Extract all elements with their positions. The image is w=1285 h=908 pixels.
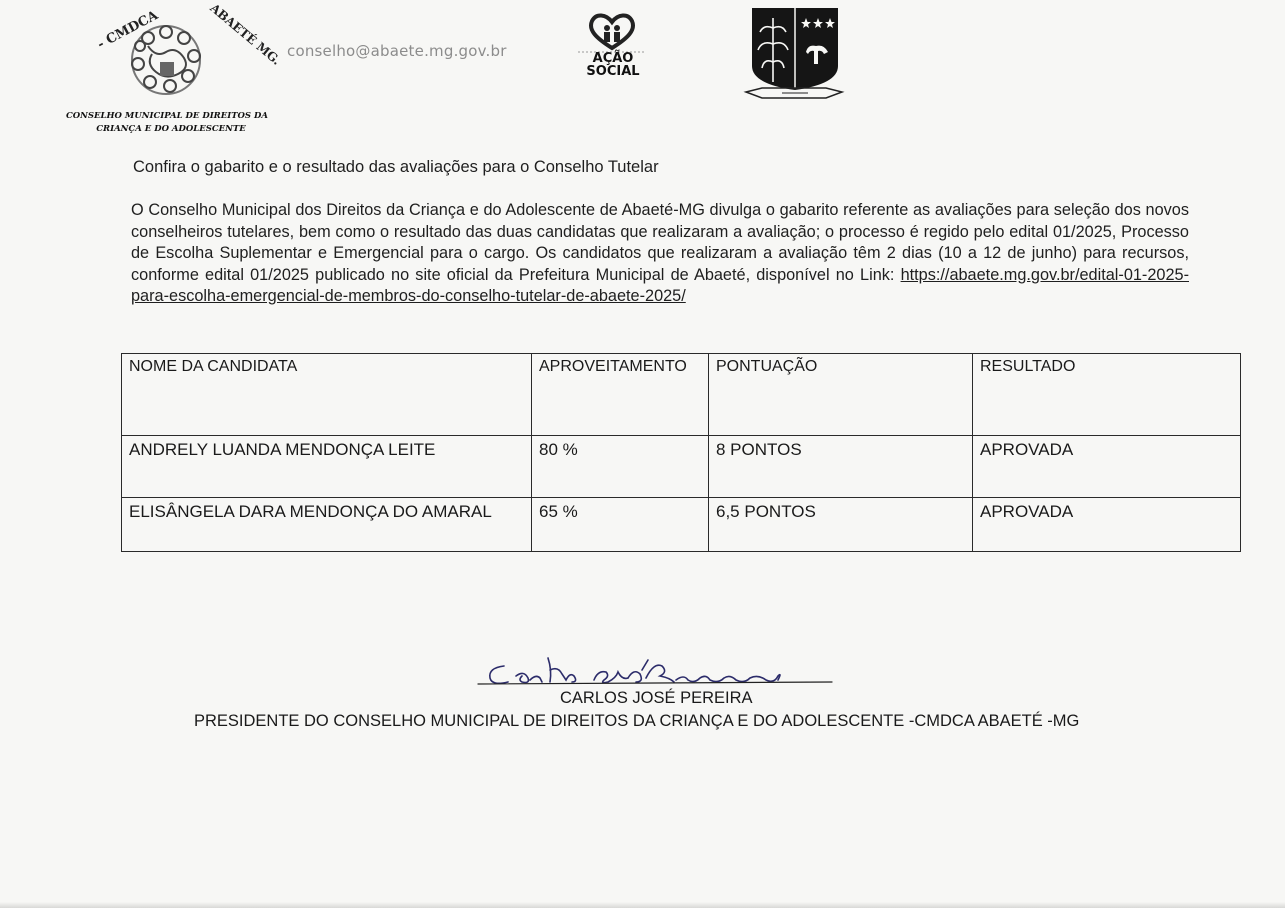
candidate-points: 8 PONTOS	[709, 436, 973, 498]
scan-edge	[0, 902, 1285, 908]
candidate-result: APROVADA	[973, 498, 1241, 552]
org-caption	[56, 110, 278, 136]
header-cell-points: PONTUAÇÃO	[709, 354, 973, 436]
announcement-paragraph	[131, 200, 1189, 308]
header-cell-result: RESULTADO	[973, 354, 1241, 436]
svg-text:- CMDCA: - CMDCA	[95, 8, 161, 53]
results-table	[121, 353, 1241, 552]
table-row	[122, 498, 1241, 552]
announcement-text: O Conselho Municipal dos Direitos da Criança e do Adolescente de Abaeté-MG divulga o gabarito referente as avaliações para seleção dos novos conselheiros tutelares, bem como o resultado das duas candidatas que realizaram a avaliação; o processo é regido pelo edital 01/2025, Processo de Escolha Suplementar e Emergencial para o cargo. Os candidatos que realizaram a avaliação têm 2 dias (10 a 12 de junho) para recursos, conforme edital 01/2025 publicado no site oficial da Prefeitura Municipal de Abaeté, disponível no Link:	[131, 201, 1189, 284]
candidate-points: 6,5 PONTOS	[709, 498, 973, 552]
page-heading: Confira o gabarito e o resultado das avaliações para o Conselho Tutelar	[133, 158, 659, 176]
edital-link[interactable]: https://abaete.mg.gov.br/edital-01-2025-para-escolha-emergencial-de-membros-do-conselho-tutelar-de-abaete-2025/	[131, 265, 1189, 305]
svg-text:ABAETÉ MG.: ABAETÉ MG.	[207, 0, 284, 68]
table-header-row	[122, 354, 1241, 436]
candidate-result: APROVADA	[973, 436, 1241, 498]
org-caption-line1: CONSELHO MUNICIPAL DE DIREITOS DA	[65, 111, 268, 121]
candidate-percent: 65 %	[532, 498, 709, 552]
signer-name: CARLOS JOSÉ PEREIRA	[560, 689, 753, 707]
org-caption-line2: CRIANÇA E DO ADOLESCENTE	[96, 124, 246, 134]
table-row	[122, 436, 1241, 498]
candidate-percent: 80 %	[532, 436, 709, 498]
candidate-name: ELISÂNGELA DARA MENDONÇA DO AMARAL	[122, 498, 532, 552]
signer-role: PRESIDENTE DO CONSELHO MUNICIPAL DE DIREITOS DA CRIANÇA E DO ADOLESCENTE -CMDCA ABAETÉ -MG	[194, 712, 1080, 730]
header-cell-score-percent: APROVEITAMENTO	[532, 354, 709, 436]
header-cell-name: NOME DA CANDIDATA	[122, 354, 532, 436]
contact-email: conselho@abaete.mg.gov.br	[287, 42, 507, 60]
acao-social-wordmark: AÇÃO SOCIAL	[586, 51, 640, 79]
municipal-coat-of-arms	[742, 4, 846, 102]
candidate-name: ANDRELY LUANDA MENDONÇA LEITE	[122, 436, 532, 498]
cmdca-logo	[86, 0, 284, 110]
